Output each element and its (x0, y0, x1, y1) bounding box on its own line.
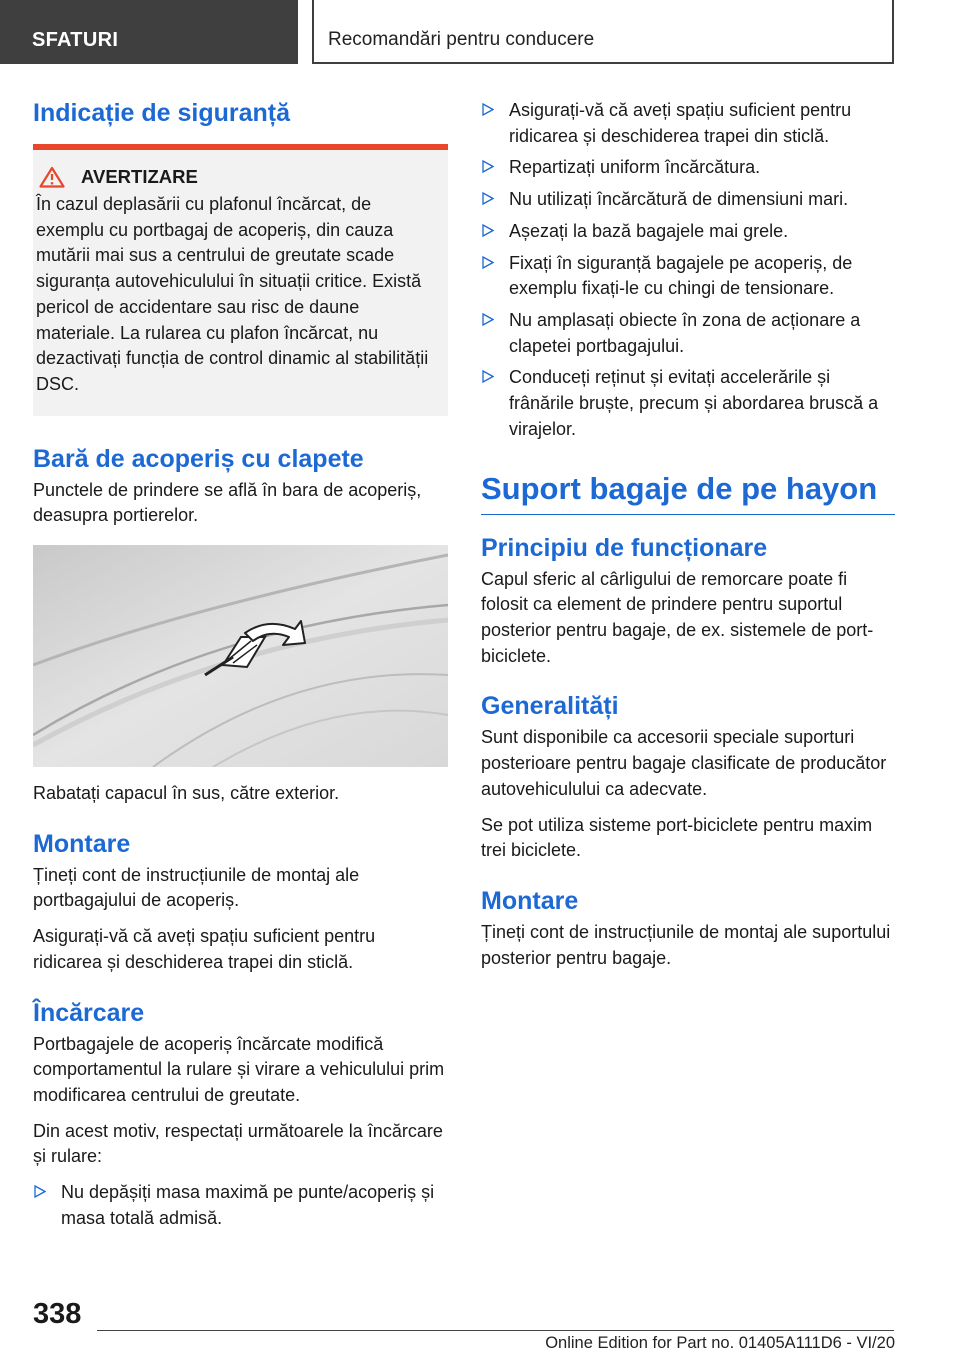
principle-text: Capul sferic al cârligului de remorcare poate fi folosit ca element de prindere pentru suportul posterior pentru bagaje, de ex. sistemele de port-biciclete. (481, 568, 874, 666)
mount-text-1: Țineți cont de instrucțiunile de montaj ale portbagajului de acoperiș. (33, 864, 360, 911)
warning-box (33, 144, 448, 416)
triangle-bullet-icon (34, 1185, 46, 1198)
roof-bar-text: Punctele de prindere se află în bara de acoperiș, deasupra portierelor. (33, 479, 422, 526)
roof-bar-photo (33, 545, 448, 767)
header-section-tab (0, 0, 298, 64)
list-item-text: Asigurați-vă că aveți spațiu suficient pentru ridicarea și deschiderea trapei din sticlă. (509, 100, 852, 146)
rear-carrier-heading: Suport bagaje de pe hayon (481, 470, 895, 514)
triangle-bullet-icon (482, 256, 494, 269)
left-column (33, 98, 448, 1241)
rear-mount-heading: Montare (481, 886, 579, 915)
list-item (481, 308, 895, 359)
header-section-label: SFATURI (32, 29, 119, 51)
load-heading: Încărcare (33, 998, 145, 1027)
list-item (481, 219, 895, 245)
safety-heading: Indicație de siguranță (33, 99, 291, 127)
footer-edition: Online Edition for Part no. 01405A111D6 - VI/20 (545, 1334, 895, 1352)
list-item (481, 251, 895, 302)
triangle-bullet-icon (482, 192, 494, 205)
header-chapter-box (312, 0, 894, 64)
header-chapter-label: Recomandări pentru conducere (328, 29, 595, 50)
warning-text: În cazul deplasării cu plafonul încărcat, de exemplu cu portbagaj de acoperiș, din cauza mutării mai sus a centrului de greutate scade siguranța autovehiculului în situații critice. Există pericol de accidentare sau risc de daune materiale. La rularea cu plafon încărcat, nu dezactivați funcția de control dinamic al stabilității DSC. (36, 194, 429, 394)
load-text-2: Din acest motiv, respectați următoarele la încărcare și rulare: (33, 1120, 443, 1167)
warning-title: AVERTIZARE (81, 166, 198, 187)
mount-heading: Montare (33, 829, 131, 858)
loading-tips-list (481, 98, 895, 442)
triangle-bullet-icon (482, 313, 494, 326)
general-heading: Generalități (481, 692, 619, 721)
list-item-text: Nu utilizați încărcătură de dimensiuni mari. (509, 189, 849, 210)
triangle-bullet-icon (482, 160, 494, 173)
mount-text-2: Asigurați-vă că aveți spațiu suficient pentru ridicarea și deschiderea trapei din sticlă. (33, 926, 376, 972)
list-item (481, 155, 895, 181)
list-item-text: Repartizați uniform încărcătura. (509, 157, 761, 178)
list-item (481, 187, 895, 213)
principle-heading: Principiu de funcționare (481, 533, 768, 562)
photo-caption: Rabatați capacul în sus, către exterior. (33, 783, 340, 804)
rear-mount-text: Țineți cont de instrucțiunile de montaj ale suportului posterior pentru bagaje. (481, 921, 891, 968)
right-column (481, 98, 895, 981)
general-text-2: Se pot utiliza sisteme port-biciclete pentru maxim trei biciclete. (481, 814, 873, 861)
general-text-1: Sunt disponibile ca accesorii speciale suporturi posterioare pentru bagaje clasificate de producător autovehiculului ca adecvate. (481, 727, 887, 799)
list-item-text: Conduceți reținut și evitați accelerările și frânările bruște, precum și abordarea bruscă a virajelor. (509, 367, 879, 439)
roof-bar-heading: Bară de acoperiș cu clapete (33, 444, 364, 473)
list-item (481, 365, 895, 442)
triangle-bullet-icon (482, 103, 494, 116)
footer-divider (97, 1330, 894, 1331)
triangle-bullet-icon (482, 224, 494, 237)
list-item-text: Nu depășiți masa maximă pe punte/acoperiș și masa totală admisă. (61, 1182, 435, 1228)
load-text-1: Portbagajele de acoperiș încărcate modifică comportamentul la rulare și virare a vehiculului prim modificarea centrului de greutate. (33, 1033, 445, 1105)
load-list (33, 1180, 448, 1231)
list-item (481, 98, 895, 149)
triangle-bullet-icon (482, 370, 494, 383)
warning-triangle-icon (39, 166, 65, 188)
page-number: 338 (33, 1298, 82, 1330)
list-item-text: Așezați la bază bagajele mai grele. (509, 220, 789, 241)
warning-title-row (36, 166, 443, 188)
list-item (33, 1180, 448, 1231)
list-item-text: Fixați în siguranță bagajele pe acoperiș, de exemplu fixați-le cu chingi de tensionare. (509, 252, 853, 299)
list-item-text: Nu amplasați obiecte în zona de acționare a clapetei portbagajului. (509, 309, 861, 356)
